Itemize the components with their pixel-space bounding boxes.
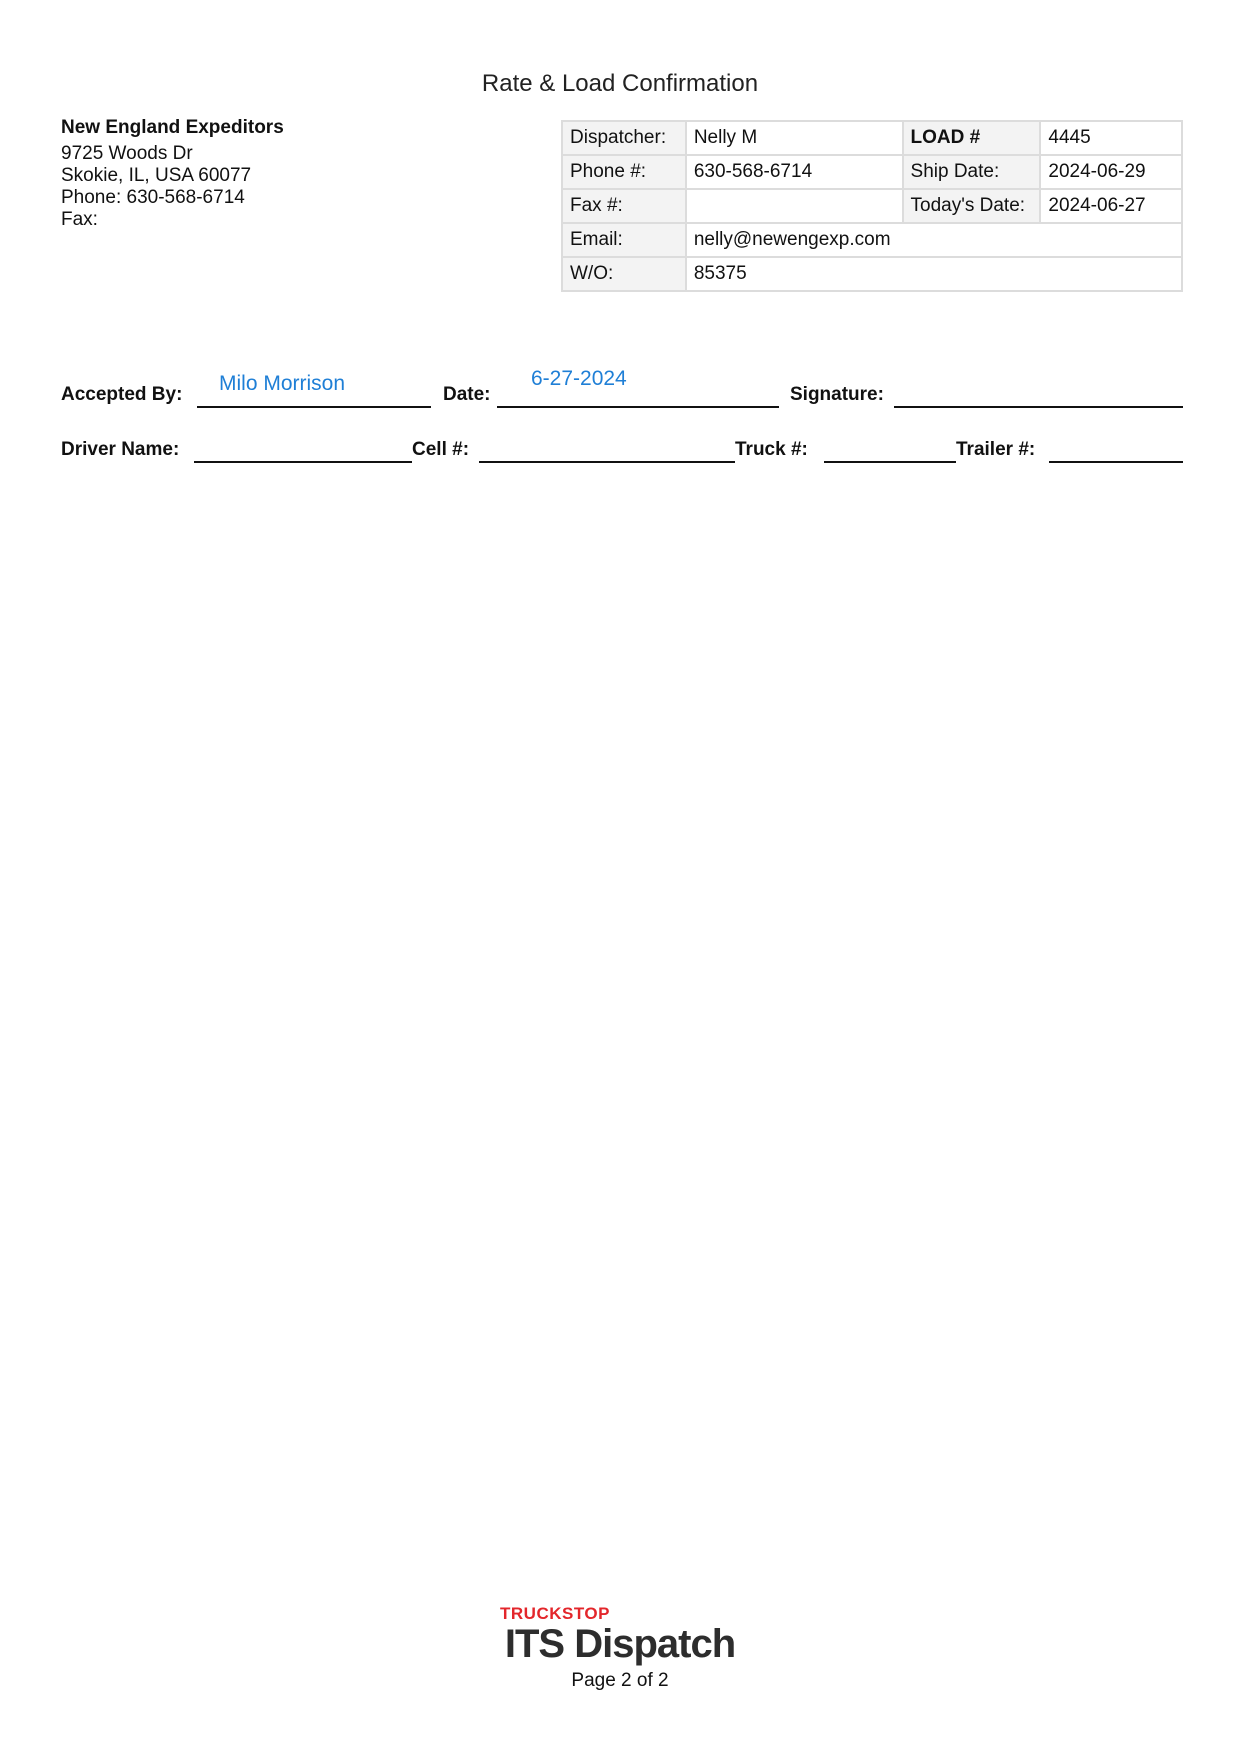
company-address-line1: 9725 Woods Dr [61,143,193,164]
signature-field[interactable] [894,370,1183,408]
work-order-value: 85375 [686,257,1182,291]
acceptance-row [61,367,1183,410]
page-number: Page 2 of 2 [571,1670,669,1691]
table-row [562,189,1182,223]
ship-date-label: Ship Date: [903,155,1041,189]
phone-label: Phone #: [562,155,686,189]
todays-date-value: 2024-06-27 [1040,189,1182,223]
load-number-label: LOAD # [903,121,1041,155]
driver-name-label: Driver Name: [61,439,180,460]
todays-date-label: Today's Date: [903,189,1041,223]
company-phone: Phone: 630-568-6714 [61,187,245,208]
trailer-field[interactable] [1049,425,1183,463]
load-number-value: 4445 [1040,121,1182,155]
dispatcher-label: Dispatcher: [562,121,686,155]
footer [0,1604,1240,1692]
truckstop-logo-text: TRUCKSTOP [500,1604,610,1623]
driver-row [61,425,1183,465]
dispatch-info-table [561,120,1183,292]
dispatcher-value: Nelly M [686,121,903,155]
fax-label: Fax #: [562,189,686,223]
trailer-label: Trailer #: [956,439,1036,460]
accepted-by-value: Milo Morrison [219,372,346,395]
truck-label: Truck #: [735,439,808,460]
ship-date-value: 2024-06-29 [1040,155,1182,189]
work-order-label: W/O: [562,257,686,291]
fax-value [686,189,903,223]
company-address-line2: Skokie, IL, USA 60077 [61,165,252,186]
table-row [562,155,1182,189]
email-label: Email: [562,223,686,257]
company-block [61,117,284,231]
table-row [562,257,1182,291]
email-value: nelly@newengexp.com [686,223,1182,257]
its-dispatch-logo: ITS Dispatch [504,1622,736,1666]
phone-value: 630-568-6714 [686,155,903,189]
cell-field[interactable] [479,425,735,463]
document-title: Rate & Load Confirmation [481,70,759,97]
company-fax: Fax: [61,209,98,230]
table-row [562,121,1182,155]
company-name: New England Expeditors [61,117,284,138]
signature-label: Signature: [790,384,884,405]
date-value: 6-27-2024 [531,367,627,390]
driver-name-field[interactable] [194,425,412,463]
truck-field[interactable] [824,425,956,463]
date-label: Date: [443,384,491,405]
cell-label: Cell #: [412,439,470,460]
table-row [562,223,1182,257]
accepted-by-label: Accepted By: [61,384,183,405]
